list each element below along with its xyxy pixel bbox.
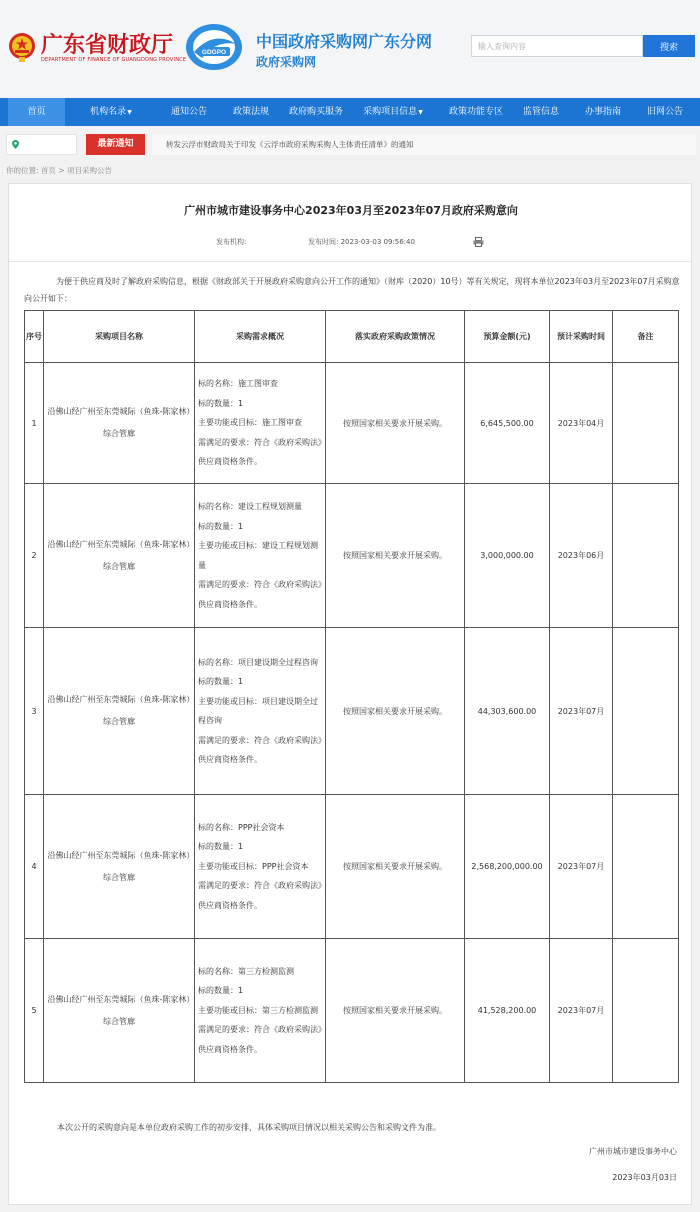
project-name: 沿佛山经广州至东莞城际（鱼珠-陈家林）综合管廊 (44, 628, 195, 795)
remark (613, 484, 679, 628)
requirement-line: 标的数量：1 (198, 986, 244, 996)
publisher-label: 发布机构: (216, 238, 247, 246)
remark (613, 628, 679, 795)
nav-item-label: 办事指南 (584, 107, 621, 117)
nav-item-services[interactable] (283, 98, 349, 126)
requirement-line: 标的名称：PPP社会资本 (198, 822, 285, 832)
nav-item-supervision[interactable] (516, 98, 566, 126)
latest-notice-link[interactable]: 转发云浮市财政局关于印发《云浮市政府采购采购人主体责任清单》的通知 (166, 140, 414, 149)
requirement-line: 需满足的要求：符合《政府采购法》供应商资格条件。 (198, 735, 322, 764)
requirement-line: 需满足的要求：符合《政府采购法》供应商资格条件。 (198, 580, 322, 609)
latest-notice-badge: 最新通知 (86, 134, 145, 155)
table-header-cell: 采购项目名称 (44, 311, 195, 363)
requirement-line: 需满足的要求：符合《政府采购法》供应商资格条件。 (198, 1025, 322, 1054)
print-icon[interactable] (473, 237, 484, 247)
search-button[interactable]: 搜索 (643, 35, 695, 57)
notice-ticker (0, 133, 700, 157)
budget-amount: 2,568,200,000.00 (465, 795, 550, 939)
site-title: 中国政府采购网广东分网 (256, 32, 433, 51)
requirement-line: 主要功能或目标：PPP社会资本 (198, 861, 309, 871)
policy-status: 按照国家相关要求开展采购。 (326, 484, 465, 628)
nav-item-label: 机构名录 (90, 107, 127, 117)
breadcrumb-separator: > (58, 166, 65, 175)
table-header-cell: 预算金额(元) (465, 311, 550, 363)
nav-item-label: 政策功能专区 (448, 107, 503, 117)
row-number: 3 (25, 628, 44, 795)
row-number: 5 (25, 939, 44, 1083)
remark (613, 939, 679, 1083)
requirement-line: 主要功能或目标：施工图审查 (198, 418, 302, 428)
article-title: 广州市城市建设事务中心2023年03月至2023年07月政府采购意向 (184, 204, 518, 217)
finance-dept-logo-text: 广东省财政厅 (41, 32, 174, 58)
policy-status: 按照国家相关要求开展采购。 (326, 939, 465, 1083)
requirement-summary (195, 484, 326, 628)
finance-dept-logo-english: DEPARTMENT OF FINANCE OF GUANGDONG PROVINCE (41, 57, 187, 63)
requirement-line: 标的名称：项目建设期全过程咨询 (198, 657, 318, 667)
table-row (25, 939, 679, 1083)
expected-time: 2023年07月 (550, 628, 613, 795)
nav-item-label: 通知公告 (170, 107, 207, 117)
table-header-row (25, 311, 679, 363)
nav-item-notices[interactable] (160, 98, 218, 126)
requirement-summary (195, 628, 326, 795)
budget-amount: 6,645,500.00 (465, 363, 550, 484)
procurement-table (24, 310, 679, 1083)
expected-time: 2023年04月 (550, 363, 613, 484)
expected-time: 2023年07月 (550, 939, 613, 1083)
breadcrumb-prefix: 你的位置: (6, 166, 39, 175)
requirement-line: 标的数量：1 (198, 398, 244, 408)
signature-date: 2023年03月03日 (612, 1173, 677, 1182)
nav-item-label: 监管信息 (522, 107, 559, 117)
table-row (25, 795, 679, 939)
policy-status: 按照国家相关要求开展采购。 (326, 628, 465, 795)
table-header-cell: 备注 (613, 311, 679, 363)
nav-item-guide[interactable] (578, 98, 628, 126)
requirement-line: 主要功能或目标：第三方检测监测 (198, 1005, 318, 1015)
article-panel (8, 183, 692, 1205)
nav-item-label: 政府购买服务 (288, 107, 343, 117)
table-header-cell: 序号 (25, 311, 44, 363)
table-header-cell: 落实政府采购政策情况 (326, 311, 465, 363)
requirement-line: 需满足的要求：符合《政府采购法》供应商资格条件。 (198, 437, 322, 467)
requirement-line: 标的数量：1 (198, 521, 244, 531)
table-row (25, 628, 679, 795)
divider (9, 261, 693, 262)
table-row (25, 484, 679, 628)
row-number: 2 (25, 484, 44, 628)
policy-status: 按照国家相关要求开展采购。 (326, 363, 465, 484)
nav-item-old-site[interactable] (638, 98, 692, 126)
requirement-line: 标的名称：第三方检测监测 (198, 966, 294, 976)
policy-status: 按照国家相关要求开展采购。 (326, 795, 465, 939)
gdgpo-logo-badge-text: GDGPO (201, 49, 227, 56)
project-name: 沿佛山经广州至东莞城际（鱼珠-陈家林）综合管廊 (44, 939, 195, 1083)
remark (613, 363, 679, 484)
footnote: 本次公开的采购意向是本单位政府采购工作的初步安排，具体采购项目情况以相关采购公告和采购文件为准。 (57, 1123, 441, 1132)
breadcrumb-current[interactable]: 项目采购公告 (67, 166, 112, 175)
project-name: 沿佛山经广州至东莞城际（鱼珠-陈家林）综合管廊 (44, 484, 195, 628)
intro-paragraph: 为便于供应商及时了解政府采购信息，根据《财政部关于开展政府采购意向公开工作的通知》（财库（2020）10号）等有关规定，现将本单位2023年03月至2023年07月采购意向公开如下： (24, 277, 680, 303)
table-row (25, 363, 679, 484)
notice-text-box (152, 134, 696, 155)
requirement-summary (195, 939, 326, 1083)
publish-time-value: 2023-03-03 09:56:40 (340, 238, 415, 246)
requirement-summary (195, 795, 326, 939)
nav-item-label: 旧网公告 (646, 107, 683, 117)
signature-organization: 广州市城市建设事务中心 (589, 1147, 677, 1156)
remark (613, 795, 679, 939)
nav-item-directory[interactable] (80, 98, 142, 126)
publish-time (308, 237, 415, 247)
breadcrumb (6, 165, 112, 176)
table-header-cell: 采购需求概况 (195, 311, 326, 363)
requirement-line: 需满足的要求：符合《政府采购法》供应商资格条件。 (198, 881, 322, 910)
project-name: 沿佛山经广州至东莞城际（鱼珠-陈家林）综合管廊 (44, 795, 195, 939)
main-nav (0, 98, 700, 126)
site-subtitle: 政府采购网 (256, 55, 317, 69)
chevron-down-icon: ▼ (418, 109, 423, 116)
project-name: 沿佛山经广州至东莞城际（鱼珠-陈家林）综合管廊 (44, 363, 195, 484)
budget-amount: 44,303,600.00 (465, 628, 550, 795)
nav-item-label: 政策法规 (232, 107, 269, 117)
nav-item-label: 采购项目信息 (363, 107, 418, 117)
location-selector[interactable] (6, 134, 77, 155)
requirement-summary (195, 363, 326, 484)
requirement-line: 标的数量：1 (198, 677, 244, 686)
table-header-cell: 预计采购时间 (550, 311, 613, 363)
row-number: 4 (25, 795, 44, 939)
nav-item-policy-zone[interactable] (440, 98, 512, 126)
nav-item-label: 首页 (27, 107, 46, 117)
row-number: 1 (25, 363, 44, 484)
nav-item-policies[interactable] (222, 98, 280, 126)
requirement-line: 主要功能或目标：项目建设期全过程咨询 (198, 696, 318, 725)
requirement-line: 主要功能或目标：建设工程规划测量 (198, 541, 318, 570)
requirement-line: 标的数量：1 (198, 842, 244, 852)
publish-time-label: 发布时间: (308, 238, 339, 246)
location-pin-icon (12, 140, 19, 149)
budget-amount: 3,000,000.00 (465, 484, 550, 628)
expected-time: 2023年07月 (550, 795, 613, 939)
gdgpo-logo-icon (184, 22, 244, 72)
expected-time: 2023年06月 (550, 484, 613, 628)
site-header (0, 0, 700, 97)
national-emblem-icon (7, 31, 37, 63)
chevron-down-icon: ▼ (127, 109, 132, 116)
nav-item-home[interactable] (8, 98, 65, 126)
requirement-line: 标的名称：施工图审查 (198, 379, 278, 389)
breadcrumb-home[interactable]: 首页 (40, 166, 56, 175)
budget-amount: 41,528,200.00 (465, 939, 550, 1083)
requirement-line: 标的名称：建设工程规划测量 (198, 502, 302, 511)
search-input[interactable] (471, 35, 643, 57)
nav-item-projects[interactable] (356, 98, 430, 126)
